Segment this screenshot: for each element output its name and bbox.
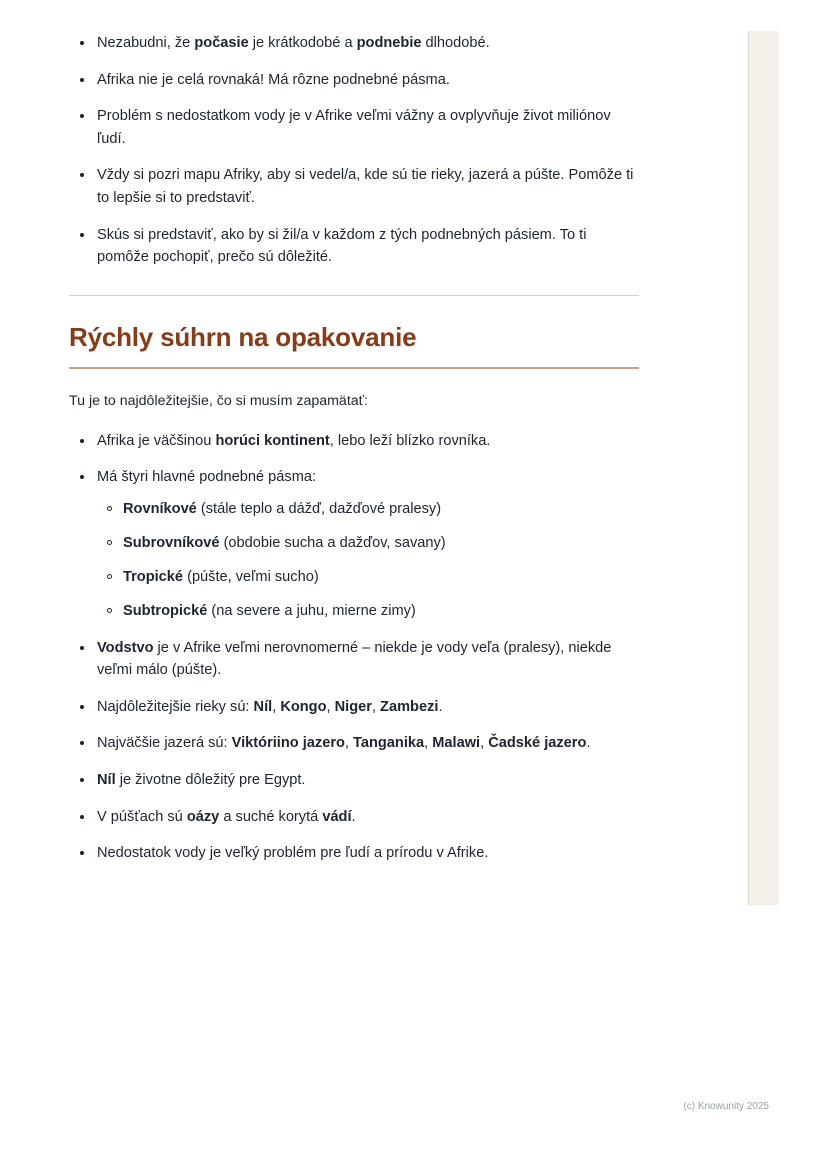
plain-text: Afrika nie je celá rovnaká! Má rôzne podnebné pásma.	[97, 71, 450, 88]
emphasis-text: Malawi	[432, 735, 481, 752]
plain-text: .	[351, 808, 356, 825]
tips-list	[69, 32, 639, 269]
plain-text: (púšte, veľmi sucho)	[183, 568, 319, 585]
plain-text: (obdobie sucha a dažďov, savany)	[219, 534, 446, 551]
title-underline	[69, 367, 639, 369]
page-side-strip	[748, 31, 779, 905]
plain-text: ,	[371, 698, 381, 715]
emphasis-text: Čadské jazero	[488, 735, 587, 752]
emphasis-text: Subrovníkové	[123, 534, 220, 551]
emphasis-text: Kongo	[280, 698, 327, 715]
list-item	[69, 32, 639, 55]
plain-text: Najdôležitejšie rieky sú:	[97, 698, 254, 715]
plain-text: Nezabudni, že	[97, 35, 195, 51]
emphasis-text: Tropické	[123, 568, 184, 585]
sub-list-item	[97, 567, 639, 589]
sub-list-item	[97, 499, 639, 521]
list-item	[69, 769, 639, 792]
plain-text: je krátkodobé a	[248, 35, 357, 51]
plain-text: .	[438, 698, 443, 715]
plain-text: , lebo leží blízko rovníka.	[329, 432, 491, 449]
plain-text: dlhodobé.	[421, 35, 490, 51]
section-lead-text: Tu je to najdôležitejšie, čo si musím zapamätať:	[69, 392, 368, 409]
plain-text: a suché korytá	[219, 808, 323, 825]
plain-text: ,	[344, 735, 354, 752]
plain-text: Má štyri hlavné podnebné pásma:	[97, 469, 317, 486]
list-item	[69, 164, 639, 209]
plain-text: V púšťach sú	[97, 808, 187, 825]
emphasis-text: počasie	[194, 35, 249, 51]
list-item	[69, 696, 639, 719]
plain-text: ,	[424, 735, 433, 752]
list-item	[69, 842, 639, 865]
list-item	[69, 105, 639, 150]
emphasis-text: Vodstvo	[97, 639, 154, 656]
emphasis-text: horúci kontinent	[215, 432, 330, 449]
plain-text: ,	[480, 735, 489, 752]
plain-text: Nedostatok vody je veľký problém pre ľudí a prírodu v Afrike.	[97, 845, 489, 862]
plain-text: (na severe a juhu, mierne zimy)	[207, 602, 416, 619]
document-content	[69, 32, 639, 879]
list-item	[69, 806, 639, 829]
list-item	[69, 466, 639, 622]
copyright-text: (c) Knowunity 2025	[683, 1101, 769, 1112]
emphasis-text: Zambezi	[380, 698, 439, 715]
emphasis-text: Tanganika	[353, 735, 425, 752]
plain-text: Skús si predstaviť, ako by si žil/a v každom z tých podnebných pásiem. To ti pomôže pochopiť, prečo sú dôležité.	[97, 226, 587, 266]
footer	[0, 1101, 828, 1112]
list-item	[69, 224, 639, 269]
sub-list-item	[97, 601, 639, 623]
summary-list	[69, 430, 639, 865]
plain-text: je životne dôležitý pre Egypt.	[115, 772, 306, 789]
list-item	[69, 430, 639, 453]
plain-text: ,	[272, 698, 281, 715]
emphasis-text: Viktóriino jazero	[231, 735, 345, 752]
emphasis-text: oázy	[186, 808, 220, 825]
sub-list	[97, 499, 639, 623]
sub-list-item	[97, 533, 639, 555]
page-title: Rýchly súhrn na opakovanie	[69, 321, 417, 352]
section-divider	[69, 295, 639, 296]
plain-text: .	[586, 735, 591, 752]
emphasis-text: Subtropické	[123, 602, 208, 619]
emphasis-text: Níl	[253, 698, 273, 715]
plain-text: Afrika je väčšinou	[97, 432, 216, 449]
emphasis-text: vádí	[322, 808, 352, 825]
emphasis-text: podnebie	[356, 35, 422, 51]
list-item	[69, 69, 639, 92]
list-item	[69, 732, 639, 755]
plain-text: Najväčšie jazerá sú:	[97, 735, 232, 752]
plain-text: (stále teplo a dážď, dažďové pralesy)	[196, 501, 442, 518]
emphasis-text: Níl	[97, 772, 116, 789]
plain-text: je v Afrike veľmi nerovnomerné – niekde je vody veľa (pralesy), niekde veľmi málo (púšte).	[97, 639, 612, 679]
plain-text: Problém s nedostatkom vody je v Afrike veľmi vážny a ovplyvňuje život miliónov ľudí.	[97, 108, 611, 147]
list-item	[69, 637, 639, 682]
plain-text: Vždy si pozri mapu Afriky, aby si vedel/a, kde sú tie rieky, jazerá a púšte. Pomôže ti to lepšie si to predstaviť.	[97, 167, 634, 207]
emphasis-text: Rovníkové	[123, 501, 197, 518]
emphasis-text: Niger	[334, 698, 372, 715]
plain-text: ,	[326, 698, 335, 715]
